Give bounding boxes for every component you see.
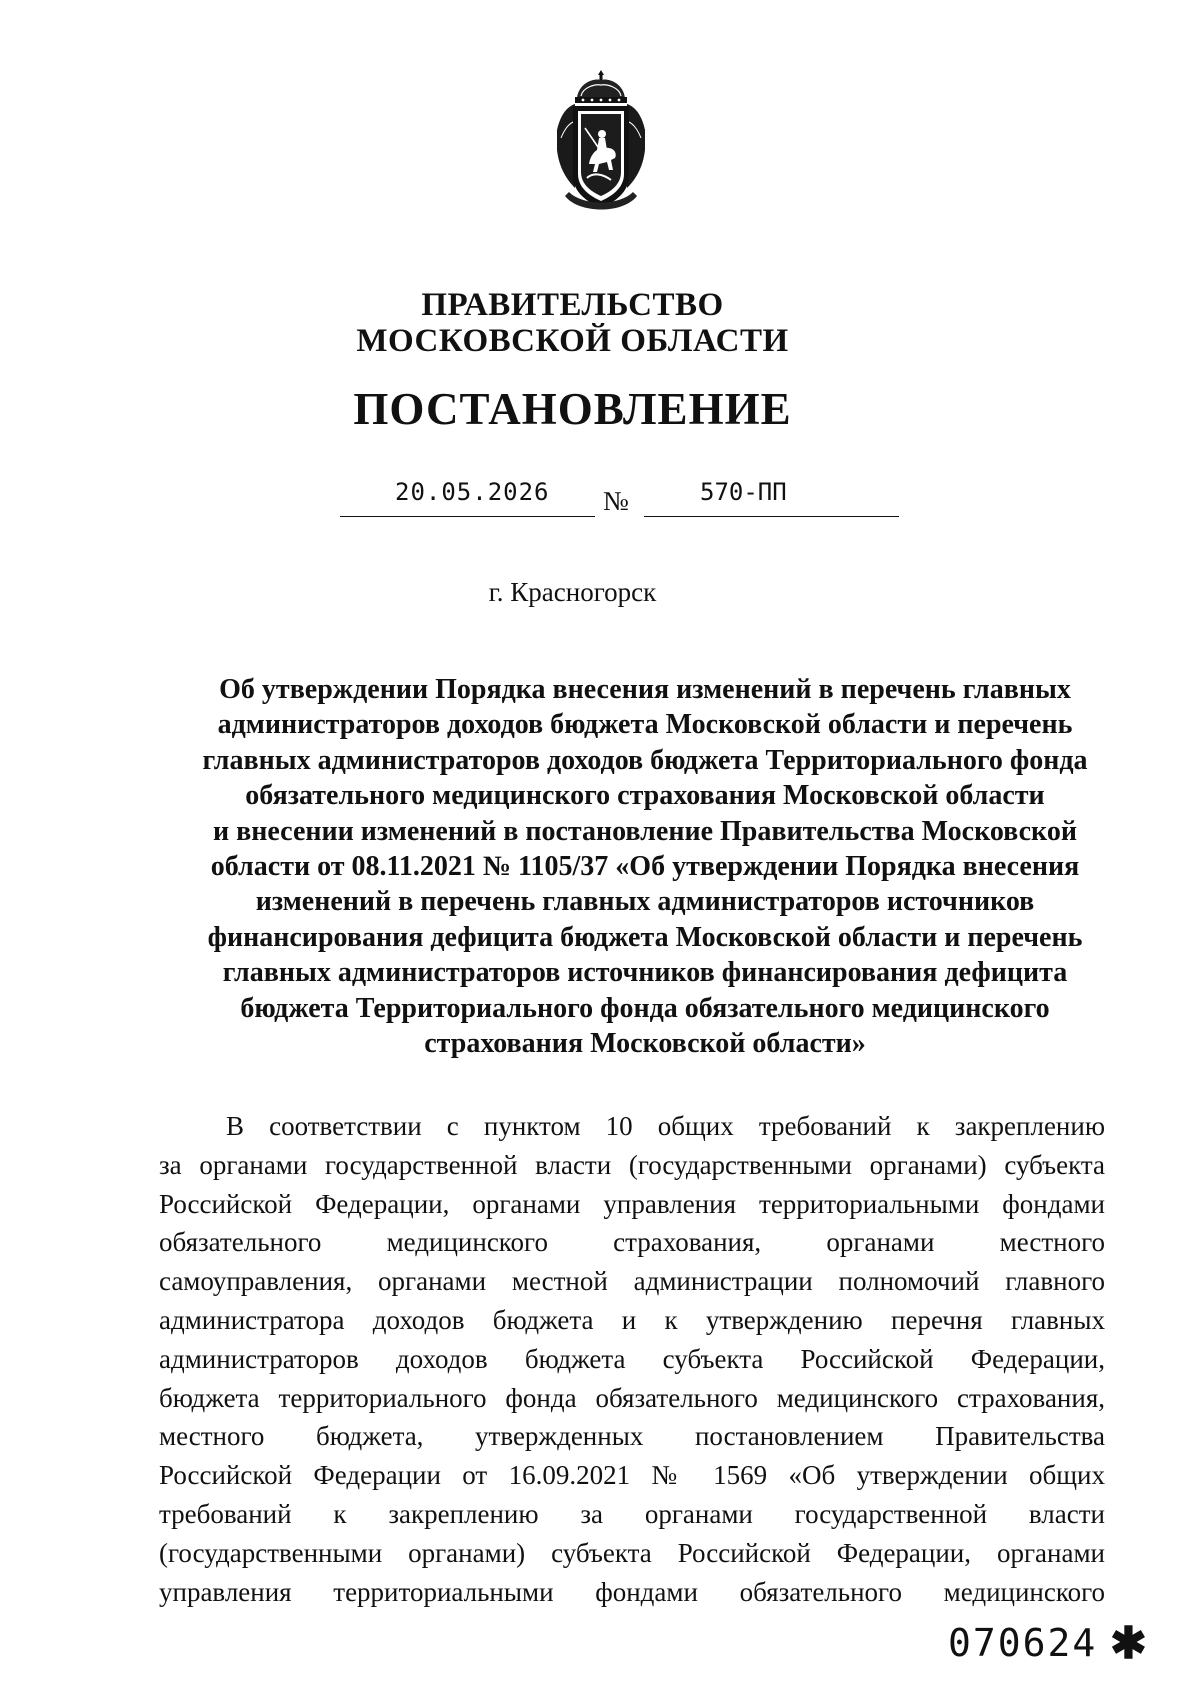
document-number: 570-ПП [700,478,787,506]
asterisk-icon: ✱ [1110,1619,1147,1668]
document-body [159,1107,1105,1611]
body-line: самоуправления, органами местной администрации полномочий главного [159,1266,1105,1297]
coat-of-arms-icon [555,68,647,218]
body-line: за органами государственной власти (государственными органами) субъекта [159,1149,1105,1180]
body-line: (государственными органами) субъекта Российской Федерации, органами [159,1537,1105,1568]
title-line: и внесении изменений в постановление Правительства Московской [213,815,1077,847]
document-date: 20.05.2026 [395,478,550,506]
title-line: администраторов доходов бюджета Московской области и перечень [217,709,1073,741]
title-line: главных администраторов доходов бюджета Территориального фонда [202,744,1088,776]
organization-name-line-2: МОСКОВСКОЙ ОБЛАСТИ [356,323,789,359]
title-line: Об утверждении Порядка внесения изменений в перечень главных [219,674,1071,705]
title-line: главных администраторов источников финансирования дефицита [222,957,1068,989]
title-line: области от 08.11.2021 № 1105/37 «Об утверждении Порядка внесения [210,851,1080,883]
document-title [170,672,1120,1061]
body-line: управления территориальными фондами обязательного медицинского [159,1576,1105,1607]
body-line: Российской Федерации от 16.09.2021 № 1569 «Об утверждении общих [159,1460,1105,1491]
registration-number: 070624 [948,1621,1098,1665]
document-type-heading: ПОСТАНОВЛЕНИЕ [353,384,792,434]
organization-name-line-1: ПРАВИТЕЛЬСТВО [421,287,724,323]
title-line: изменений в перечень главных администраторов источников [255,886,1035,918]
body-line: бюджета территориального фонда обязательного медицинского страхования, [159,1382,1105,1413]
body-line: администратора доходов бюджета и к утверждению перечня главных [159,1304,1105,1335]
body-line: Российской Федерации, органами управления территориальными фондами [159,1188,1105,1219]
title-line: бюджета Территориального фонда обязательного медицинского [240,992,1050,1024]
number-underline [644,516,899,517]
title-line: обязательного медицинского страхования Московской области [245,780,1045,812]
date-underline [340,516,595,517]
body-line: требований к закреплению за органами государственной власти [159,1498,1105,1529]
body-line: администраторов доходов бюджета субъекта Российской Федерации, [159,1343,1105,1374]
document-city: г. Красногорск [488,577,657,607]
title-line: финансирования дефицита бюджета Московской области и перечень [207,921,1083,953]
number-sign: № [603,486,629,516]
body-line: местного бюджета, утвержденных постановлением Правительства [159,1421,1105,1452]
title-line: страхования Московской области» [424,1028,866,1060]
body-line: В соответствии с пунктом 10 общих требований к закреплению [226,1111,1105,1141]
body-line: обязательного медицинского страхования, органами местного [159,1227,1105,1258]
